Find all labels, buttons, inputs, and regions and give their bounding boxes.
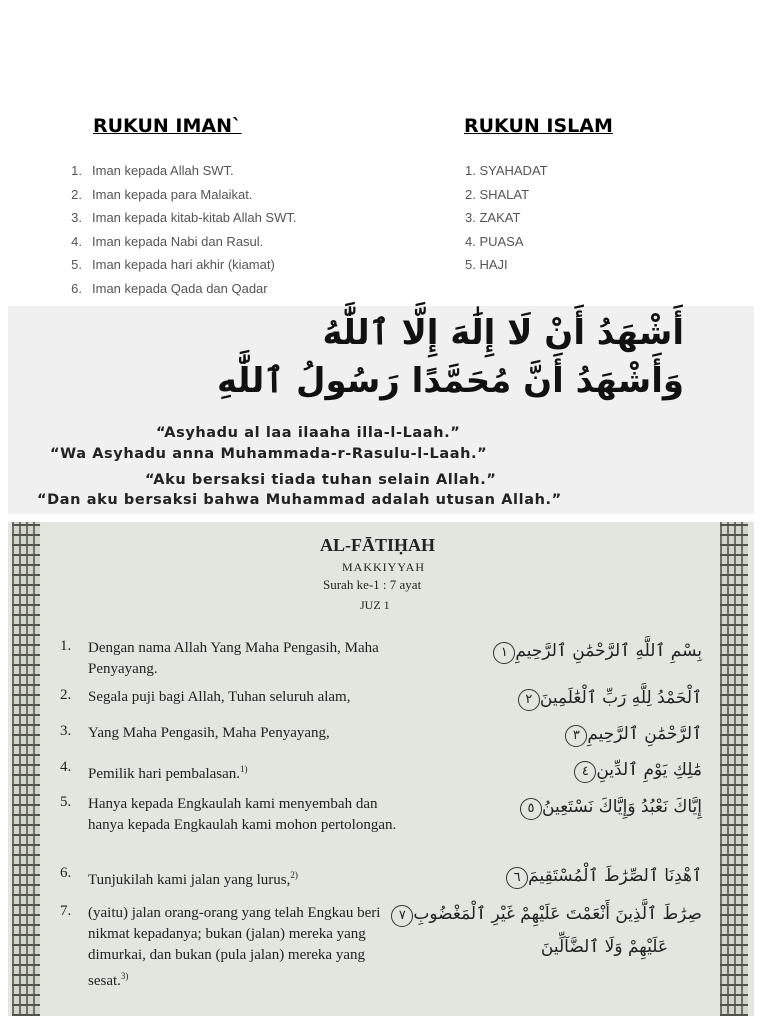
shahada-image xyxy=(8,306,754,514)
list-item: 2. Iman kepada para Malaikat. xyxy=(71,186,253,202)
surah-subtitle: MAKKIYYAH xyxy=(342,560,425,574)
list-item: 1. Iman kepada Allah SWT. xyxy=(71,163,234,178)
verse-translation: Segala puji bagi Allah, Tuhan seluruh alam, xyxy=(88,689,351,705)
verse-number: 3. xyxy=(60,723,72,739)
verse-number: 4. xyxy=(60,759,72,775)
verse-arabic-continued: عَلَيْهِمْ وَلَا ٱلضَّآلِّينَ xyxy=(540,937,668,957)
verse-arabic: ٱهْدِنَا ٱلصِّرَٰطَ ٱلْمُسْتَقِيمَ٦ xyxy=(500,865,702,889)
verse-number: 5. xyxy=(60,794,72,810)
verse-arabic: ٱلْحَمْدُ لِلَّهِ رَبِّ ٱلْعَٰلَمِينَ٢ xyxy=(512,687,702,711)
verse-number: 7. xyxy=(60,903,72,919)
verse-translation: Dengan nama Allah Yang Maha Pengasih, Maha Penyayang. xyxy=(88,640,379,677)
rukun-iman-list xyxy=(58,159,297,300)
verse-translation: Tunjukilah kami jalan yang lurus,$^{2)}$ xyxy=(88,870,298,888)
rukun-iman-title: RUKUN IMAN` xyxy=(93,115,242,137)
verse-number: 6. xyxy=(60,865,72,881)
list-item: 2. SHALAT xyxy=(465,186,530,202)
ornament-border-right xyxy=(720,522,748,1016)
verse-arabic: صِرَٰطَ ٱلَّذِينَ أَنْعَمْتَ عَلَيْهِمْ غَيْرِ ٱلْمَغْضُوبِ٧ xyxy=(385,903,702,927)
verse-arabic: بِسْمِ ٱللَّهِ ٱلرَّحْمَٰنِ ٱلرَّحِيمِ١ xyxy=(487,640,702,664)
list-item: 4. Iman kepada Nabi dan Rasul. xyxy=(71,233,264,249)
meaning-line-1: “Aku bersaksi tiada tuhan selain Allah.” xyxy=(145,472,497,488)
rukun-islam-list xyxy=(465,159,548,277)
verse-translation: Hanya kepada Engkaulah kami menyembah dan hanya kepada Engkaulah kami mohon pertolongan. xyxy=(88,796,397,833)
surah-info: Surah ke-1 : 7 ayat xyxy=(323,577,422,592)
list-item: 3. ZAKAT xyxy=(465,210,521,225)
verse-translation: (yaitu) jalan orang-orang yang telah Engkau beri nikmat kepadanya; bukan (jalan) mereka yang dimurkai, dan bukan (pula jalan) mereka yang sesat.$^{3)}$ xyxy=(88,905,381,989)
verse-arabic: إِيَّاكَ نَعْبُدُ وَإِيَّاكَ نَسْتَعِينُ٥ xyxy=(514,797,702,820)
list-item: 6. Iman kepada Qada dan Qadar xyxy=(71,280,268,296)
list-item: 5. Iman kepada hari akhir (kiamat) xyxy=(71,257,275,272)
list-item: 1. SYAHADAT xyxy=(465,163,548,178)
list-item: 4. PUASA xyxy=(465,233,524,249)
meaning-line-2: “Dan aku bersaksi bahwa Muhammad adalah utusan Allah.” xyxy=(37,492,562,508)
translit-line-2: “Wa Asyhadu anna Muhammada-r-Rasulu-l-Laah.” xyxy=(50,446,488,462)
juz-label: JUZ 1 xyxy=(360,598,390,612)
list-item: 5. HAJI xyxy=(465,257,508,272)
verse-arabic: ٱلرَّحْمَٰنِ ٱلرَّحِيمِ٣ xyxy=(559,723,702,747)
verse-number: 1. xyxy=(60,638,72,654)
rukun-islam-title: RUKUN ISLAM xyxy=(464,115,613,137)
shahada-arabic-line-1: أَشْهَدُ أَنْ لَا إِلَٰهَ إِلَّا ٱللَّٰهُ xyxy=(322,313,684,353)
ornament-border-left xyxy=(12,522,40,1016)
list-item: 3. Iman kepada kitab-kitab Allah SWT. xyxy=(71,210,297,225)
verse-arabic: مَٰلِكِ يَوْمِ ٱلدِّينِ٤ xyxy=(568,759,702,783)
surah-title: AL-FĀTIḤAH xyxy=(320,535,436,555)
verse-number: 2. xyxy=(60,687,72,703)
verse-translation: Yang Maha Pengasih, Maha Penyayang, xyxy=(88,725,330,741)
verse-translation: Pemilik hari pembalasan.$^{1)}$ xyxy=(88,764,248,782)
shahada-arabic-line-2: وَأَشْهَدُ أَنَّ مُحَمَّدًا رَسُولُ ٱللَّٰهِ xyxy=(217,361,684,401)
fatihah-page-image xyxy=(8,522,754,1016)
translit-line-1: “Asyhadu al laa ilaaha illa-l-Laah.” xyxy=(156,425,461,441)
